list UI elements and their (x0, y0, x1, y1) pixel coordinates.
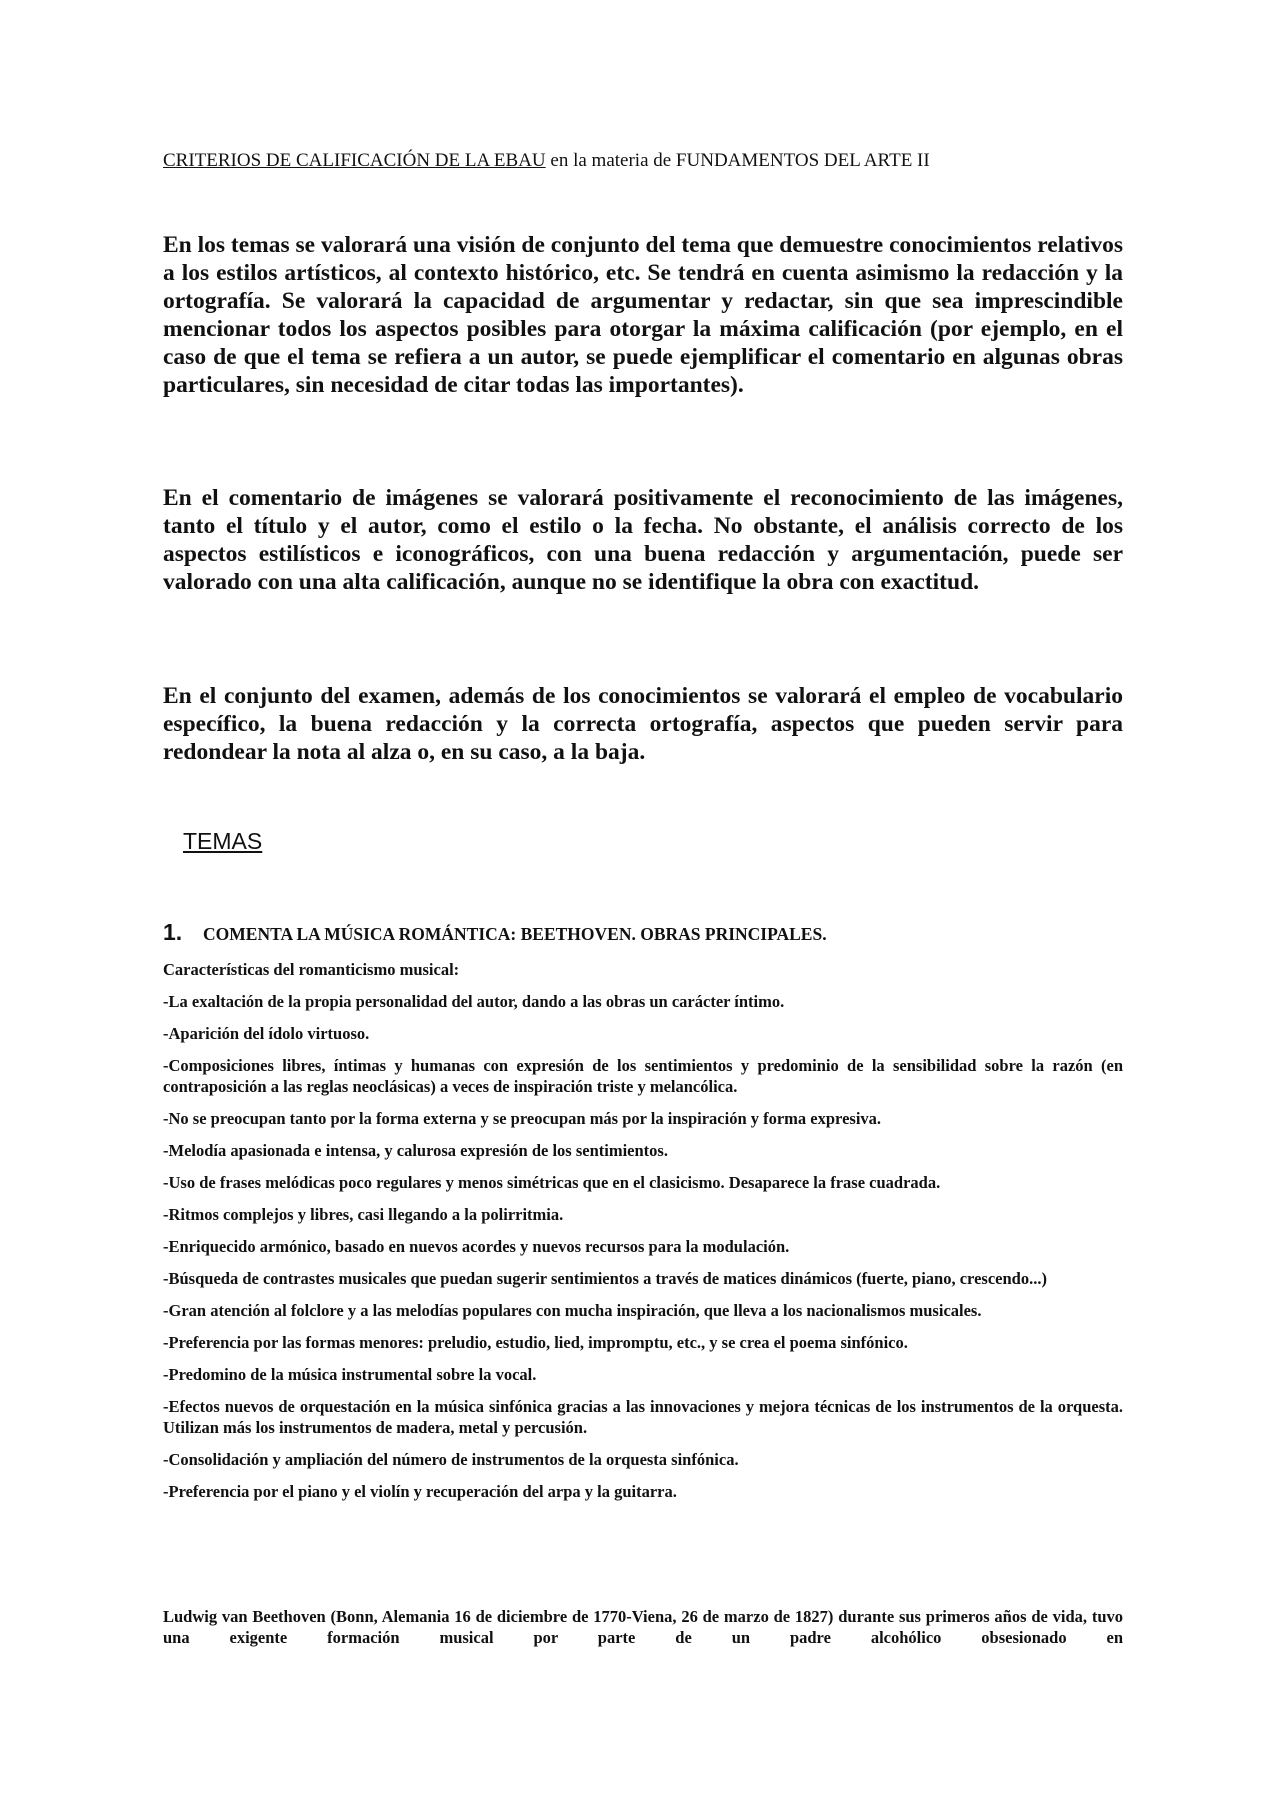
question-number: 1. (163, 919, 183, 945)
list-item: -Preferencia por el piano y el violín y recuperación del arpa y la guitarra. (163, 1482, 677, 1501)
list-item: -Preferencia por las formas menores: preludio, estudio, lied, impromptu, etc., y se crea el poema sinfónico. (163, 1333, 908, 1352)
list-item: -Composiciones libres, íntimas y humanas con expresión de los sentimientos y predominio de la sensibilidad sobre la razón (en contraposición a las reglas neoclásicas) a veces de inspiración triste y melancólica. (163, 1056, 1123, 1096)
list-item: -Melodía apasionada e intensa, y calurosa expresión de los sentimientos. (163, 1141, 668, 1160)
list-item: -La exaltación de la propia personalidad del autor, dando a las obras un carácter íntimo. (163, 992, 785, 1011)
temas-heading: TEMAS (183, 828, 263, 854)
beethoven-paragraph: Ludwig van Beethoven (Bonn, Alemania 16 de diciembre de 1770-Viena, 26 de marzo de 1827) durante sus primeros años de vida, tuvo una exigente formación musical por parte de un padre alcohólico obsesionado en (163, 1607, 1123, 1647)
intro-paragraph-temas: En los temas se valorará una visión de conjunto del tema que demuestre conocimientos relativos a los estilos artísticos, al contexto histórico, etc. Se tendrá en cuenta asimismo la redacción y la ortografía. Se valorará la capacidad de argumentar y redactar, sin que sea imprescindible mencionar todos los aspectos posibles para otorgar la máxima calificación (por ejemplo, en el caso de que el tema se refiera a un autor, se puede ejemplificar el comentario en algunas obras particulares, sin necesidad de citar todas las importantes). (163, 232, 1123, 398)
header-title: CRITERIOS DE CALIFICACIÓN DE LA EBAU (163, 150, 546, 171)
list-item: -Búsqueda de contrastes musicales que puedan sugerir sentimientos a través de matices dinámicos (fuerte, piano, crescendo...) (163, 1269, 1047, 1288)
characteristics-heading: Características del romanticismo musical: (163, 960, 460, 979)
list-item: -No se preocupan tanto por la forma externa y se preocupan más por la inspiración y forma expresiva. (163, 1109, 882, 1128)
list-item: -Ritmos complejos y libres, casi llegando a la polirritmia. (163, 1205, 564, 1224)
question-title: COMENTA LA MÚSICA ROMÁNTICA: BEETHOVEN. OBRAS PRINCIPALES. (203, 924, 827, 944)
intro-paragraph-imagenes: En el comentario de imágenes se valorará positivamente el reconocimiento de las imágenes, tanto el título y el autor, como el estilo o la fecha. No obstante, el análisis correcto de los aspectos estilísticos e iconográficos, con una buena redacción y argumentación, puede ser valorado con una alta calificación, aunque no se identifique la obra con exactitud. (163, 485, 1123, 595)
list-item: -Predomino de la música instrumental sobre la vocal. (163, 1365, 537, 1384)
intro-paragraph-examen: En el conjunto del examen, además de los conocimientos se valorará el empleo de vocabulario específico, la buena redacción y la correcta ortografía, aspectos que pueden servir para redondear la nota al alza o, en su caso, a la baja. (163, 683, 1123, 765)
list-item: -Aparición del ídolo virtuoso. (163, 1024, 370, 1043)
characteristics-section (163, 959, 1123, 1513)
list-item: -Gran atención al folclore y a las melodías populares con mucha inspiración, que lleva a los nacionalismos musicales. (163, 1301, 982, 1320)
list-item: -Enriquecido armónico, basado en nuevos acordes y nuevos recursos para la modulación. (163, 1237, 790, 1256)
list-item: -Consolidación y ampliación del número de instrumentos de la orquesta sinfónica. (163, 1450, 739, 1469)
list-item: -Efectos nuevos de orquestación en la música sinfónica gracias a las innovaciones y mejora técnicas de los instrumentos de la orquesta. Utilizan más los instrumentos de madera, metal y percusión. (163, 1397, 1123, 1437)
document-header (163, 149, 1123, 173)
list-item: -Uso de frases melódicas poco regulares y menos simétricas que en el clasicismo. Desaparece la frase cuadrada. (163, 1173, 941, 1192)
header-subject: en la materia de FUNDAMENTOS DEL ARTE II (545, 150, 930, 171)
